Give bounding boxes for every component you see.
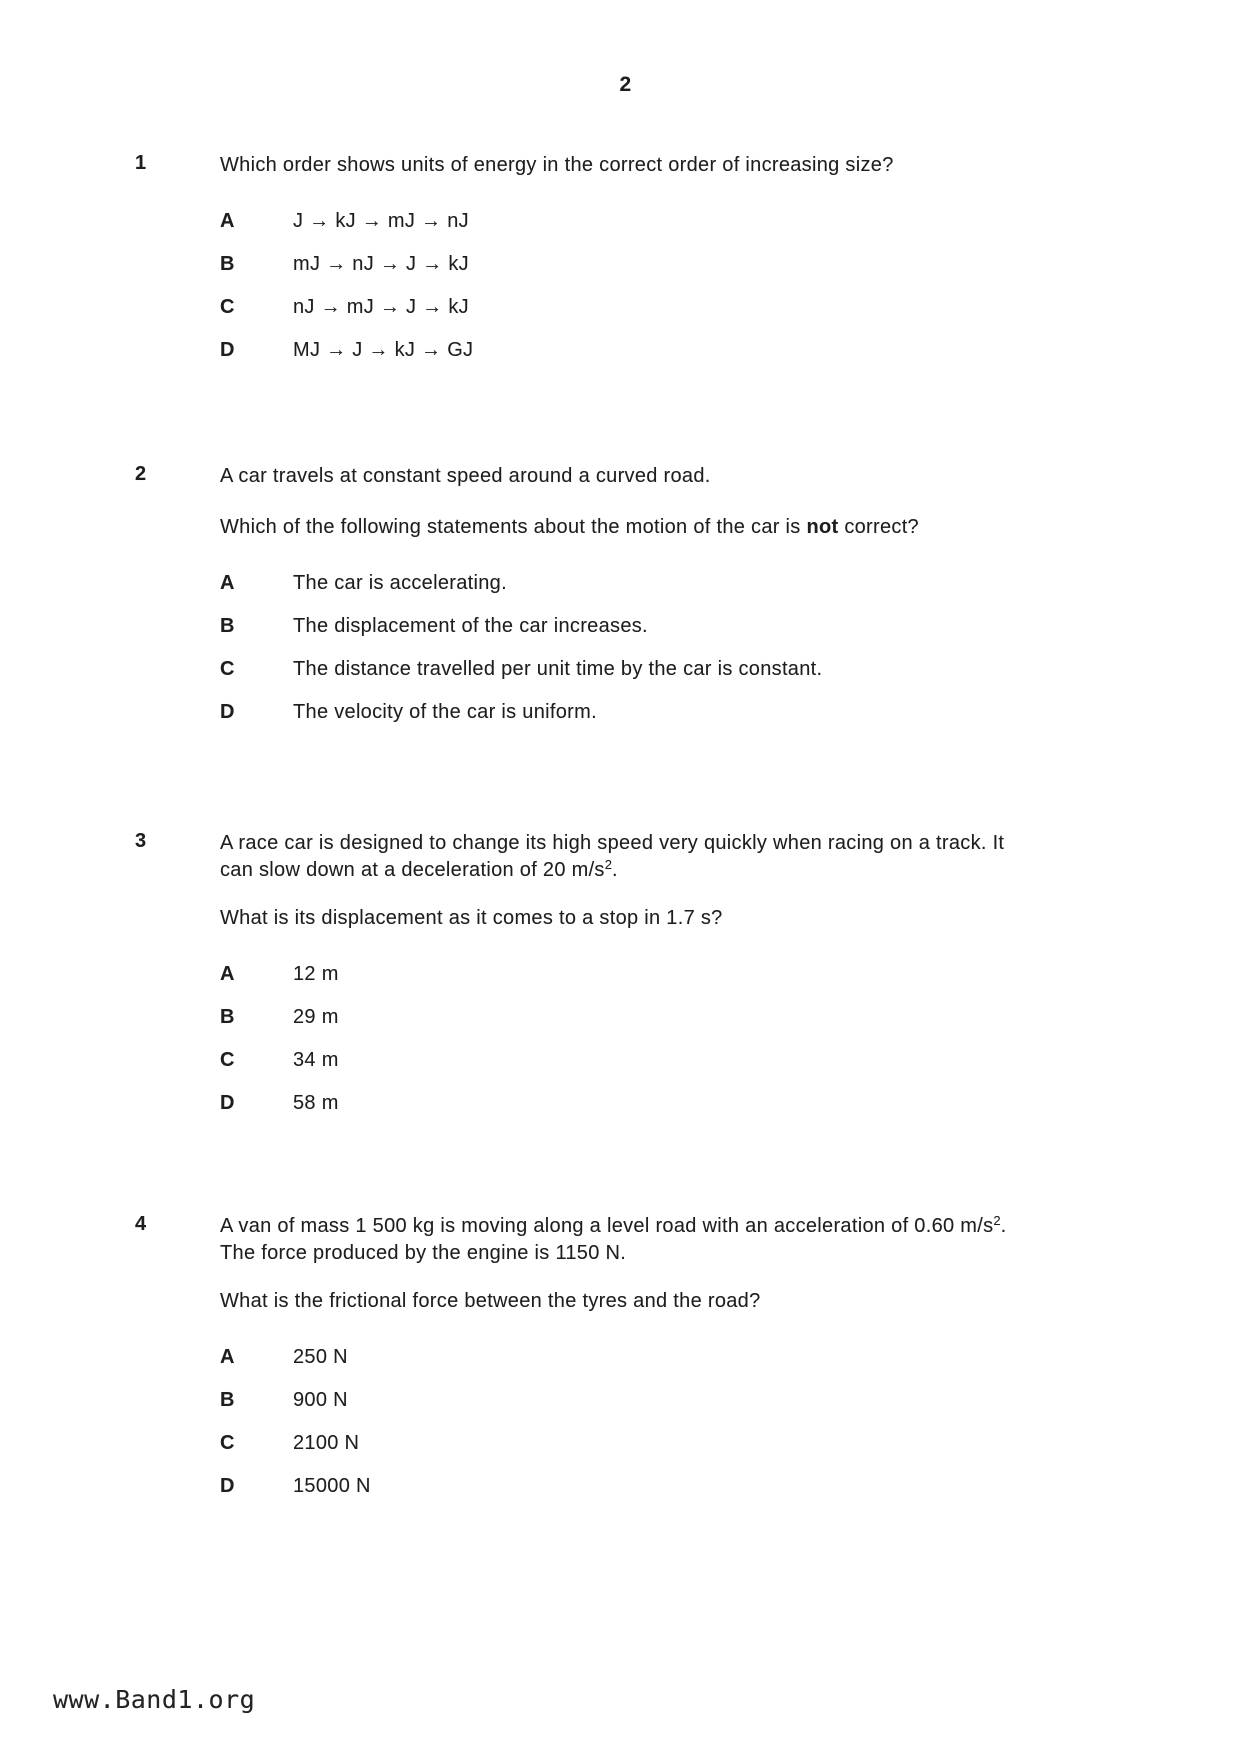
question-4-intro-line2: The force produced by the engine is 1150 N. <box>220 1242 627 1264</box>
question-4-option-b <box>220 1389 348 1412</box>
option-letter: D <box>220 1092 235 1114</box>
option-text: 900 N <box>293 1389 348 1411</box>
option-letter: D <box>220 339 235 361</box>
option-text: 250 N <box>293 1346 348 1368</box>
question-2-option-b <box>220 615 648 638</box>
option-text: The distance travelled per unit time by the car is constant. <box>293 658 823 680</box>
option-text: 34 m <box>293 1049 339 1071</box>
question-1-option-a <box>220 210 469 233</box>
option-text: The displacement of the car increases. <box>293 615 648 637</box>
question-1-text: Which order shows units of energy in the correct order of increasing size? <box>220 154 894 176</box>
intro-text: can slow down at a deceleration of 20 m/s <box>220 859 605 881</box>
option-letter: D <box>220 1475 235 1497</box>
question-3-number: 3 <box>135 830 147 852</box>
option-letter: B <box>220 1389 235 1411</box>
option-letter: B <box>220 1006 235 1028</box>
option-text: J → kJ → mJ → nJ <box>293 210 469 232</box>
option-letter: A <box>220 210 235 232</box>
option-letter: B <box>220 253 235 275</box>
option-letter: C <box>220 658 235 680</box>
option-letter: C <box>220 1049 235 1071</box>
question-3-option-d <box>220 1092 339 1115</box>
option-text: 29 m <box>293 1006 339 1028</box>
question-3-intro-line2 <box>220 857 1160 885</box>
stem-text: Which of the following statements about the motion of the car is <box>220 516 807 538</box>
option-text: 58 m <box>293 1092 339 1114</box>
option-text: The car is accelerating. <box>293 572 507 594</box>
question-1-option-c <box>220 296 469 319</box>
question-4-number: 4 <box>135 1213 147 1235</box>
question-4-intro-line1 <box>220 1213 1160 1241</box>
stem-text: correct? <box>838 516 919 538</box>
option-text: mJ → nJ → J → kJ <box>293 253 469 275</box>
question-4-option-c <box>220 1432 359 1455</box>
question-4-option-d <box>220 1475 371 1498</box>
option-text: 2100 N <box>293 1432 360 1454</box>
option-text: 12 m <box>293 963 339 985</box>
intro-text: . <box>611 859 618 881</box>
question-3-option-a <box>220 963 339 986</box>
question-2-stem <box>220 514 1160 541</box>
stem-bold-word: not <box>806 516 839 538</box>
page-number: 2 <box>619 73 632 96</box>
superscript-exponent: 2 <box>604 857 612 872</box>
option-letter: A <box>220 572 235 594</box>
question-1-option-d <box>220 339 473 362</box>
option-letter: C <box>220 1432 235 1454</box>
option-text: MJ → J → kJ → GJ <box>293 339 474 361</box>
question-2-intro: A car travels at constant speed around a curved road. <box>220 465 711 487</box>
question-2-option-a <box>220 572 507 595</box>
intro-text: A van of mass 1 500 kg is moving along a level road with an acceleration of 0.60 m/s <box>220 1215 994 1237</box>
question-3-option-c <box>220 1049 339 1072</box>
question-1-number: 1 <box>135 152 147 174</box>
question-4-option-a <box>220 1346 348 1369</box>
question-3-stem: What is its displacement as it comes to a stop in 1.7 s? <box>220 907 723 929</box>
question-4-stem: What is the frictional force between the tyres and the road? <box>220 1290 761 1312</box>
option-letter: A <box>220 1346 235 1368</box>
option-text: 15000 N <box>293 1475 371 1497</box>
option-letter: D <box>220 701 235 723</box>
question-1-option-b <box>220 253 469 276</box>
option-letter: B <box>220 615 235 637</box>
footer-url: www.Band1.org <box>53 1685 256 1714</box>
question-3-option-b <box>220 1006 339 1029</box>
option-text: nJ → mJ → J → kJ <box>293 296 469 318</box>
superscript-exponent: 2 <box>993 1213 1001 1228</box>
question-2-option-c <box>220 658 822 681</box>
intro-text: . <box>1000 1215 1007 1237</box>
option-letter: A <box>220 963 235 985</box>
question-2-number: 2 <box>135 463 147 485</box>
option-text: The velocity of the car is uniform. <box>293 701 597 723</box>
question-2-option-d <box>220 701 597 724</box>
question-3-intro-line1: A race car is designed to change its high speed very quickly when racing on a track. It <box>220 832 1005 854</box>
option-letter: C <box>220 296 235 318</box>
